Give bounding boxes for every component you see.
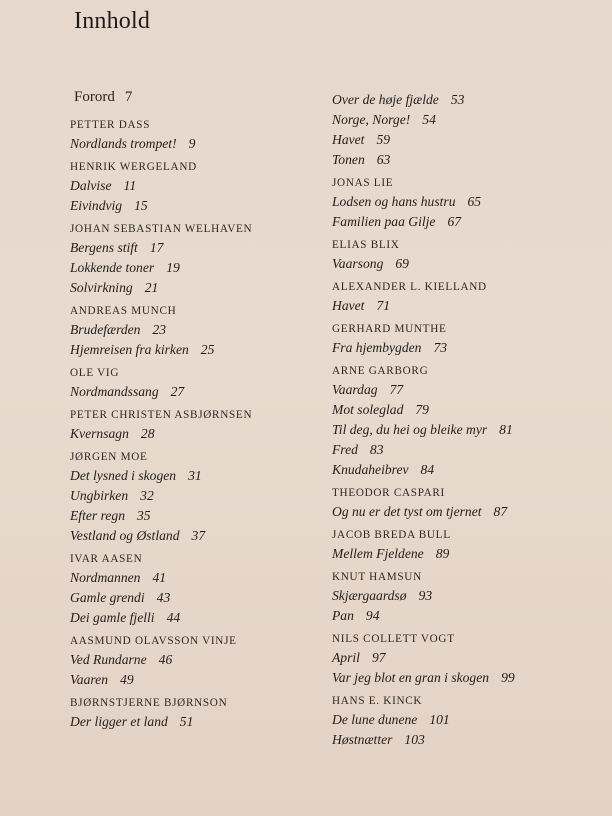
poem-entry [332, 460, 602, 480]
preface-page: 7 [124, 89, 133, 105]
poem-page-number: 101 [429, 712, 450, 727]
author-name: HANS E. KINCK [332, 695, 423, 707]
poem-page-number: 54 [422, 112, 436, 127]
poem-page-number: 99 [501, 670, 515, 685]
poem-entry [332, 668, 602, 688]
poem-entry [70, 608, 340, 628]
poem-title: Der ligger et land [70, 714, 168, 729]
poem-page-number: 21 [144, 280, 159, 295]
preface-label: Forord [74, 89, 115, 105]
author-name: KNUT HAMSUN [332, 571, 422, 583]
poem-page-number: 71 [376, 298, 391, 313]
poem-entry [332, 420, 602, 440]
poem-page-number: 41 [152, 570, 167, 585]
author-group [70, 364, 340, 402]
poem-entry [70, 382, 340, 402]
poem-entry [332, 192, 602, 212]
author-group [70, 158, 340, 216]
author-name: NILS COLLETT VOGT [332, 633, 455, 645]
author-name: IVAR AASEN [70, 553, 143, 565]
poem-entry [70, 238, 340, 258]
poem-page-number: 63 [376, 152, 391, 167]
poem-title: Lokkende toner [70, 260, 155, 275]
poem-page-number: 19 [166, 260, 180, 275]
poem-entry [332, 586, 602, 606]
author-name: OLE VIG [70, 367, 120, 379]
poem-entry [70, 568, 340, 588]
poem-entry [332, 710, 602, 730]
poem-title: Tonen [332, 152, 365, 167]
poem-title: Fra hjembygden [332, 340, 422, 355]
poem-entry [70, 134, 340, 154]
poem-page-number: 28 [140, 426, 155, 441]
author-group [70, 694, 340, 732]
author-name: BJØRNSTJERNE BJØRNSON [70, 697, 228, 709]
author-name: JONAS LIE [332, 177, 394, 189]
poem-entry [332, 254, 602, 274]
poem-title: Skjærgaardsø [332, 588, 407, 603]
poem-title: Bergens stift [70, 240, 138, 255]
poem-page-number: 51 [179, 714, 194, 729]
author-group [332, 236, 602, 274]
poem-page-number: 15 [134, 198, 148, 213]
author-name: JOHAN SEBASTIAN WELHAVEN [70, 223, 253, 235]
poem-page-number: 94 [365, 608, 380, 623]
poem-entry [332, 400, 602, 420]
poem-page-number: 35 [137, 508, 151, 523]
poem-page-number: 59 [376, 132, 391, 147]
poem-title: Var jeg blot en gran i skogen [332, 670, 490, 685]
poem-page-number: 27 [170, 384, 185, 399]
poem-entry [332, 502, 602, 522]
author-group [332, 568, 602, 626]
poem-entry [70, 278, 340, 298]
poem-title: Norge, Norge! [332, 112, 411, 127]
poem-title: Solvirkning [70, 280, 133, 295]
poem-title: Ved Rundarne [70, 652, 147, 667]
poem-title: Lodsen og hans hustru [332, 194, 456, 209]
author-name: ARNE GARBORG [332, 365, 429, 377]
poem-page-number: 73 [433, 340, 448, 355]
poem-page-number: 83 [369, 442, 384, 457]
poem-page-number: 81 [499, 422, 513, 437]
poem-page-number: 97 [371, 650, 386, 665]
poem-title: Vestland og Østland [70, 528, 180, 543]
poem-page-number: 32 [140, 488, 154, 503]
toc-left-column [70, 86, 340, 736]
poem-title: Over de høje fjælde [332, 92, 439, 107]
poem-page-number: 53 [450, 92, 465, 107]
poem-entry [332, 338, 602, 358]
poem-entry [332, 544, 602, 564]
poem-title: Vaardag [332, 382, 378, 397]
poem-entry [332, 212, 602, 232]
poem-title: Efter regn [70, 508, 125, 523]
poem-entry [70, 196, 340, 216]
poem-title: Dei gamle fjelli [70, 610, 155, 625]
poem-title: Til deg, du hei og bleike myr [332, 422, 488, 437]
poem-title: Mellem Fjeldene [332, 546, 424, 561]
poem-title: Mot soleglad [332, 402, 404, 417]
author-name: GERHARD MUNTHE [332, 323, 447, 335]
poem-title: Familien paa Gilje [332, 214, 436, 229]
author-group [332, 630, 602, 688]
poem-entry [332, 606, 602, 626]
author-name: JØRGEN MOE [70, 451, 148, 463]
poem-page-number: 93 [418, 588, 433, 603]
poem-entry [70, 466, 340, 486]
poem-entry [70, 176, 340, 196]
poem-page-number: 49 [120, 672, 134, 687]
poem-entry [70, 258, 340, 278]
poem-title: Nordmandssang [70, 384, 159, 399]
poem-title: Brudefærden [70, 322, 141, 337]
author-group [70, 550, 340, 628]
poem-page-number: 87 [493, 504, 508, 519]
poem-title: Dalvise [70, 178, 112, 193]
author-group [332, 90, 602, 170]
poem-title: Ungbirken [70, 488, 129, 503]
author-name: AASMUND OLAVSSON VINJE [70, 635, 237, 647]
poem-title: Gamle grendi [70, 590, 145, 605]
author-group [70, 116, 340, 154]
poem-page-number: 103 [404, 732, 425, 747]
toc-right-column [332, 90, 602, 754]
poem-title: Nordlands trompet! [70, 136, 177, 151]
poem-title: De lune dunene [332, 712, 418, 727]
author-name: JACOB BREDA BULL [332, 529, 451, 541]
poem-page-number: 23 [152, 322, 167, 337]
author-group [332, 484, 602, 522]
poem-page-number: 46 [158, 652, 173, 667]
poem-page-number: 65 [467, 194, 482, 209]
poem-entry [332, 130, 602, 150]
poem-page-number: 25 [200, 342, 215, 357]
author-group [70, 406, 340, 444]
poem-title: Og nu er det tyst om tjernet [332, 504, 482, 519]
poem-entry [70, 650, 340, 670]
poem-entry [70, 340, 340, 360]
poem-entry [70, 486, 340, 506]
author-name: PETER CHRISTEN ASBJØRNSEN [70, 409, 253, 421]
author-group [70, 448, 340, 546]
poem-page-number: 31 [188, 468, 202, 483]
poem-page-number: 17 [149, 240, 164, 255]
poem-page-number: 79 [415, 402, 429, 417]
author-group [332, 174, 602, 232]
poem-page-number: 69 [395, 256, 409, 271]
poem-entry [70, 526, 340, 546]
poem-entry [332, 440, 602, 460]
poem-title: Havet [332, 132, 365, 147]
poem-entry [332, 648, 602, 668]
poem-title: Vaarsong [332, 256, 384, 271]
poem-entry [332, 730, 602, 750]
poem-entry [70, 506, 340, 526]
poem-title: Eivindvig [70, 198, 123, 213]
preface-entry [74, 86, 340, 108]
page-title: Innhold [74, 8, 151, 34]
poem-title: April [332, 650, 360, 665]
poem-entry [332, 296, 602, 316]
poem-title: Pan [332, 608, 354, 623]
author-name: THEODOR CASPARI [332, 487, 445, 499]
author-group [70, 220, 340, 298]
poem-entry [70, 320, 340, 340]
poem-page-number: 67 [447, 214, 462, 229]
poem-entry [332, 150, 602, 170]
author-name: HENRIK WERGELAND [70, 161, 197, 173]
poem-page-number: 89 [435, 546, 450, 561]
poem-entry [70, 588, 340, 608]
poem-title: Knudaheibrev [332, 462, 409, 477]
author-name: ALEXANDER L. KIELLAND [332, 281, 487, 293]
author-name: ANDREAS MUNCH [70, 305, 177, 317]
poem-entry [332, 380, 602, 400]
poem-title: Fred [332, 442, 358, 457]
author-group [332, 362, 602, 480]
poem-page-number: 9 [188, 136, 196, 151]
poem-entry [70, 424, 340, 444]
poem-title: Høstnætter [332, 732, 393, 747]
author-group [70, 632, 340, 690]
author-name: ELIAS BLIX [332, 239, 400, 251]
poem-page-number: 77 [389, 382, 404, 397]
poem-page-number: 84 [420, 462, 435, 477]
poem-title: Kvernsagn [70, 426, 129, 441]
poem-page-number: 43 [156, 590, 171, 605]
author-group [332, 692, 602, 750]
author-group [332, 320, 602, 358]
poem-title: Havet [332, 298, 365, 313]
poem-title: Vaaren [70, 672, 109, 687]
author-name: PETTER DASS [70, 119, 151, 131]
poem-page-number: 44 [166, 610, 181, 625]
poem-entry [332, 90, 602, 110]
author-group [332, 526, 602, 564]
poem-entry [332, 110, 602, 130]
poem-title: Nordmannen [70, 570, 141, 585]
poem-title: Det lysned i skogen [70, 468, 177, 483]
author-group [332, 278, 602, 316]
poem-title: Hjemreisen fra kirken [70, 342, 189, 357]
poem-entry [70, 712, 340, 732]
poem-page-number: 37 [191, 528, 206, 543]
poem-entry [70, 670, 340, 690]
author-group [70, 302, 340, 360]
poem-page-number: 11 [123, 178, 137, 193]
